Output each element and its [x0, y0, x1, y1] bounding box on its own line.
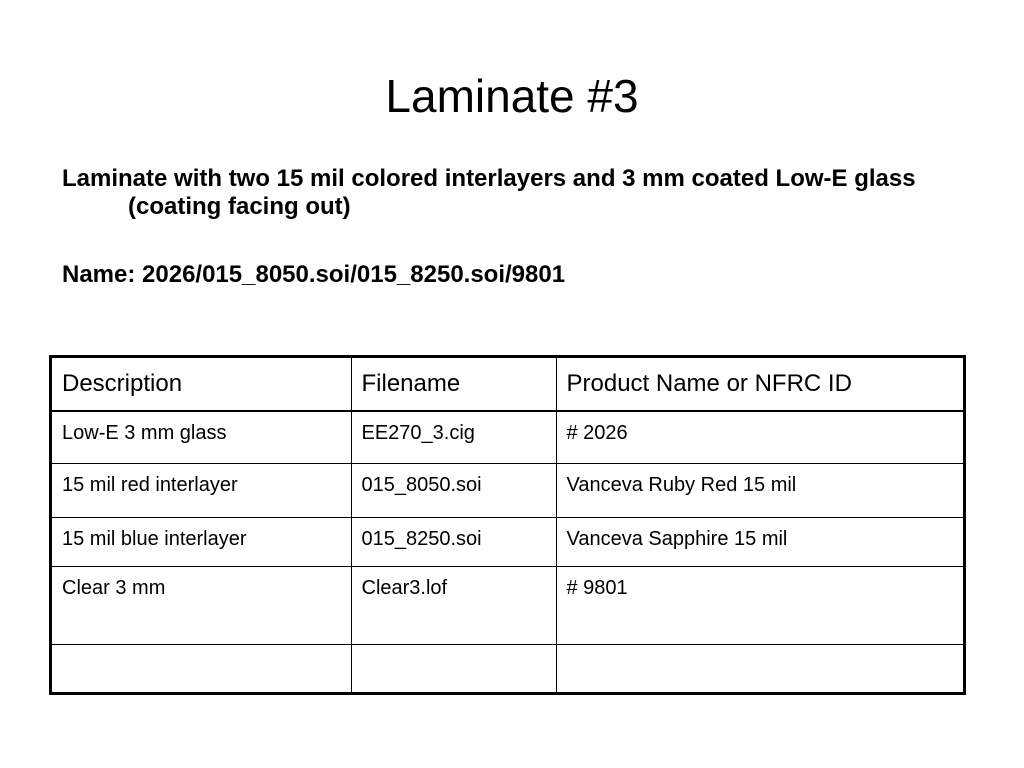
layers-table-grid: [52, 358, 963, 692]
layers-table: [49, 355, 966, 695]
cell-product-name: # 2026: [556, 411, 963, 463]
laminate-description: Laminate with two 15 mil colored interlayers and 3 mm coated Low-E glass (coating facing out): [62, 165, 916, 220]
header-product-name: Product Name or NFRC ID: [556, 358, 963, 411]
cell-description: Low-E 3 mm glass: [52, 411, 351, 463]
cell-filename: [351, 644, 556, 692]
header-filename: Filename: [351, 358, 556, 411]
cell-product-name: # 9801: [556, 566, 963, 644]
table-row: [52, 566, 963, 644]
cell-product-name: [556, 644, 963, 692]
cell-product-name: Vanceva Sapphire 15 mil: [556, 517, 963, 566]
table-row: [52, 463, 963, 517]
cell-product-name: Vanceva Ruby Red 15 mil: [556, 463, 963, 517]
cell-filename: EE270_3.cig: [351, 411, 556, 463]
cell-filename: 015_8250.soi: [351, 517, 556, 566]
laminate-name: Name: 2026/015_8050.soi/015_8250.soi/9801: [62, 261, 566, 288]
table-row-empty: [52, 644, 963, 692]
cell-description: 15 mil blue interlayer: [52, 517, 351, 566]
cell-filename: 015_8050.soi: [351, 463, 556, 517]
cell-description: 15 mil red interlayer: [52, 463, 351, 517]
cell-description: [52, 644, 351, 692]
table-row: [52, 411, 963, 463]
header-description: Description: [52, 358, 351, 411]
table-row: [52, 517, 963, 566]
cell-filename: Clear3.lof: [351, 566, 556, 644]
table-header-row: [52, 358, 963, 411]
slide-title: Laminate #3: [385, 70, 639, 122]
cell-description: Clear 3 mm: [52, 566, 351, 644]
